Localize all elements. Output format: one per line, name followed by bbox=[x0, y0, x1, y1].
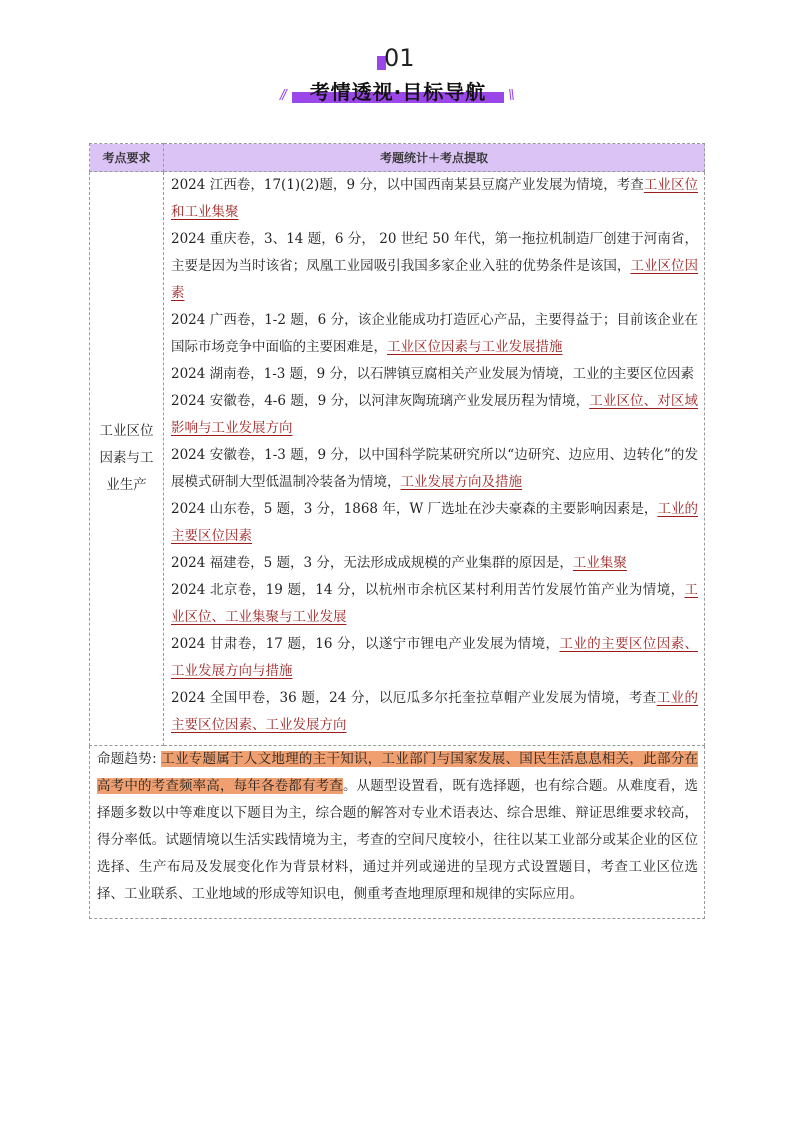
item-point: 工业的主要区位因素、工业发展方向与措施 bbox=[171, 636, 699, 679]
col-header-statistics: 考题统计＋考点提取 bbox=[164, 144, 705, 172]
item-point: 工业区位、对区域影响与工业发展方向 bbox=[171, 393, 699, 436]
summary-text: 。从题型设置看，既有选择题，也有综合题。从难度看，选择题多数以中等难度以下题目为主，综合题的解答对专业术语表达、综合思维、辩证思维要求较高，得分率低。试题情境以生活实践情境为主，考查的空间尺度较小，往往以某工业部分或某企业的区位选择、生产布局及发展变化作为背景材料，通过并列或递进的呈现方式设置题目，考查工业区位选择、工业联系、工业地域的形成等知识电，侧重考查地理原理和规律的实际应用。 bbox=[97, 778, 699, 902]
col-header-requirement: 考点要求 bbox=[90, 144, 164, 172]
list-item bbox=[171, 685, 698, 739]
item-point: 工业的主要区位因素、工业发展方向 bbox=[171, 690, 698, 733]
item-point: 工业区位因素与工业发展措施 bbox=[387, 339, 563, 355]
list-item bbox=[171, 388, 698, 442]
item-text: 2024 安徽卷，4-6 题，9 分，以河津灰陶琉璃产业发展历程为情境， bbox=[171, 393, 590, 409]
list-item bbox=[171, 442, 698, 496]
item-text: 2024 江西卷，17(1)(2)题，9 分，以中国西南某县豆腐产业发展为情境，考查 bbox=[171, 177, 644, 193]
items-cell bbox=[164, 172, 705, 746]
item-text: 2024 北京卷，19 题，14 分，以杭州市余杭区某村利用苦竹发展竹笛产业为情境， bbox=[171, 582, 685, 598]
summary-row bbox=[90, 746, 705, 919]
item-point: 工业的主要区位因素 bbox=[171, 501, 698, 544]
item-point: 工业区位因素 bbox=[171, 258, 699, 301]
summary-cell bbox=[90, 746, 705, 919]
row-label: 工业区位因素与工业生产 bbox=[90, 172, 164, 746]
item-point: 工业区位、工业集聚与工业发展 bbox=[171, 582, 698, 625]
table-row bbox=[90, 172, 705, 746]
section-title: 考情透视·目标导航 bbox=[309, 80, 487, 104]
item-text: 2024 广西卷，1-2 题，6 分，该企业能成功打造匠心产品，主要得益于；目前该企业在国际市场竞争中面临的主要困难是， bbox=[171, 312, 698, 355]
item-text: 2024 全国甲卷，36 题，24 分，以厄瓜多尔托奎拉草帽产业发展为情境，考查 bbox=[171, 690, 657, 706]
list-item bbox=[171, 226, 698, 307]
item-point: 工业发展方向及措施 bbox=[400, 474, 522, 490]
item-point: 工业区位和工业集聚 bbox=[171, 177, 698, 220]
item-point: 工业集聚 bbox=[572, 555, 627, 571]
section-number: 01 bbox=[384, 44, 415, 72]
table-header-row bbox=[90, 144, 705, 172]
exam-table bbox=[89, 143, 705, 919]
summary-label: 命题趋势: bbox=[97, 751, 157, 767]
item-text: 2024 山东卷，5 题，3 分，1868 年，W 厂选址在沙夫豪森的主要影响因素是， bbox=[171, 501, 658, 517]
list-item bbox=[171, 307, 698, 361]
title-deco-left: // bbox=[280, 88, 285, 103]
list-item bbox=[171, 172, 698, 226]
item-text: 2024 甘肃卷，17 题，16 分，以遂宁市锂电产业发展为情境， bbox=[171, 636, 560, 652]
item-text: 2024 安徽卷，1-3 题，9 分，以中国科学院某研究所以“边研究、边应用、边转化”的发展模式研制大型低温制冷装备为情境， bbox=[171, 447, 698, 490]
list-item bbox=[171, 496, 698, 550]
list-item bbox=[171, 361, 698, 388]
list-item bbox=[171, 550, 698, 577]
list-item bbox=[171, 631, 698, 685]
item-text: 2024 重庆卷，3、14 题，6 分， 20 世纪 50 年代，第一拖拉机制造厂创建于河南省，主要是因为当时该省；凤凰工业园吸引我国多家企业入驻的优势条件是该国， bbox=[171, 231, 698, 274]
list-item bbox=[171, 577, 698, 631]
title-deco-right: \\ bbox=[508, 88, 513, 103]
item-text: 2024 福建卷，5 题，3 分，无法形成成规模的产业集群的原因是， bbox=[171, 555, 573, 571]
summary-highlight: 工业专题属于人文地理的主干知识，工业部门与国家发展、国民生活息息相关，此部分在高考中的考查频率高，每年各卷都有考查 bbox=[97, 751, 698, 794]
item-text: 2024 湖南卷，1-3 题，9 分，以石牌镇豆腐相关产业发展为情境，工业的主要区位因素 bbox=[171, 366, 695, 382]
